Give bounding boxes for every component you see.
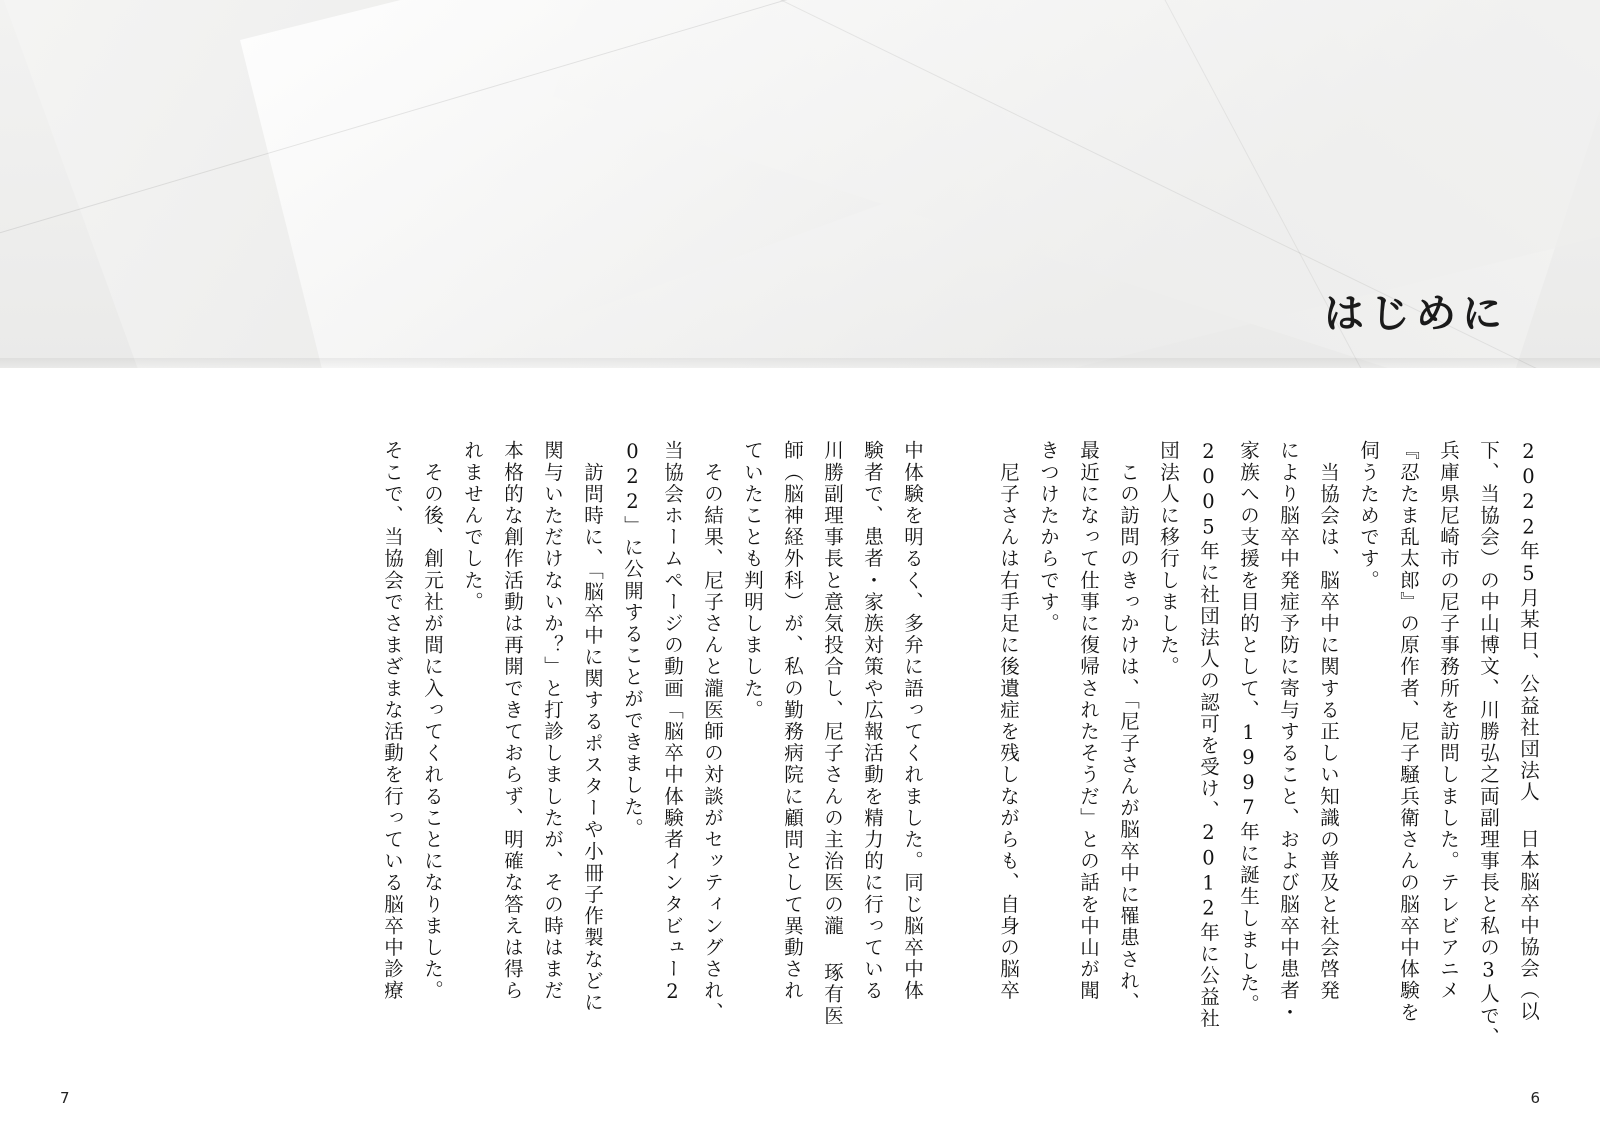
text-column: 最近になって仕事に復帰されたそうだ」との話を中山が聞 <box>1077 440 1100 1002</box>
text-column: 川勝副理事長と意気投合し、尼子さんの主治医の瀧 琢有医 <box>821 440 844 1027</box>
text-column: その結果、尼子さんと瀧医師の対談がセッティングされ、 <box>701 440 724 1024</box>
text-column: 当協会は、脳卒中に関する正しい知識の普及と社会啓発 <box>1317 440 1340 1002</box>
page-number-left: 7 <box>60 1089 70 1107</box>
text-column: 中体験を明るく、多弁に語ってくれました。同じ脳卒中体 <box>901 440 924 1002</box>
text-column: ていたことも判明しました。 <box>741 440 764 721</box>
text-column: 訪問時に、「脳卒中に関するポスターや小冊子作製などに <box>581 440 604 1014</box>
text-column: 関与いただけないか？」と打診しましたが、その時はまだ <box>541 440 564 1002</box>
page-gutter <box>922 440 978 450</box>
text-column: 『忍たま乱太郎』の原作者、尼子騒兵衛さんの脳卒中体験を <box>1397 440 1420 1024</box>
text-column: 伺うためです。 <box>1357 440 1380 592</box>
text-column: 2022年5月某日、公益社団法人 日本脳卒中協会（以 <box>1517 440 1540 1023</box>
section-title: はじめに <box>1324 291 1508 337</box>
text-column: そこで、当協会でさまざまな活動を行っている脳卒中診療 <box>381 440 404 1002</box>
text-column: れませんでした。 <box>461 440 484 613</box>
text-column: 尼子さんは右手足に後遺症を残しながらも、自身の脳卒 <box>997 440 1020 1002</box>
body-area <box>0 368 1600 1135</box>
text-columns <box>362 440 1538 1060</box>
text-column: 兵庫県尼崎市の尼子事務所を訪問しました。テレビアニメ <box>1437 440 1460 1002</box>
text-column: 当協会ホームページの動画「脳卒中体験者インタビュー2 <box>661 440 684 1006</box>
text-column: 師（脳神経外科）が、私の勤務病院に顧問として異動され <box>781 440 804 1002</box>
text-column: 家族への支援を目的として、1997年に誕生しました。 <box>1237 440 1260 1016</box>
text-column: 本格的な創作活動は再開できておらず、明確な答えは得ら <box>501 440 524 1002</box>
text-column: きつけたからです。 <box>1037 440 1060 635</box>
text-column: 団法人に移行しました。 <box>1157 440 1180 678</box>
text-column: 験者で、患者・家族対策や広報活動を精力的に行っている <box>861 440 884 1002</box>
text-column: 022」に公開することができました。 <box>621 440 644 840</box>
text-column: により脳卒中発症予防に寄与すること、および脳卒中患者・ <box>1277 440 1300 1024</box>
text-column: その後、創元社が間に入ってくれることになりました。 <box>421 440 444 1002</box>
text-column: 下、当協会）の中山博文、川勝弘之両副理事長と私の3人で、 <box>1477 440 1500 1049</box>
header-shadow <box>0 358 1600 368</box>
text-column: この訪問のきっかけは、「尼子さんが脳卒中に罹患され、 <box>1117 440 1140 1014</box>
text-column: 2005年に社団法人の認可を受け、2012年に公益社 <box>1197 440 1220 1030</box>
page-number-right: 6 <box>1530 1089 1540 1107</box>
